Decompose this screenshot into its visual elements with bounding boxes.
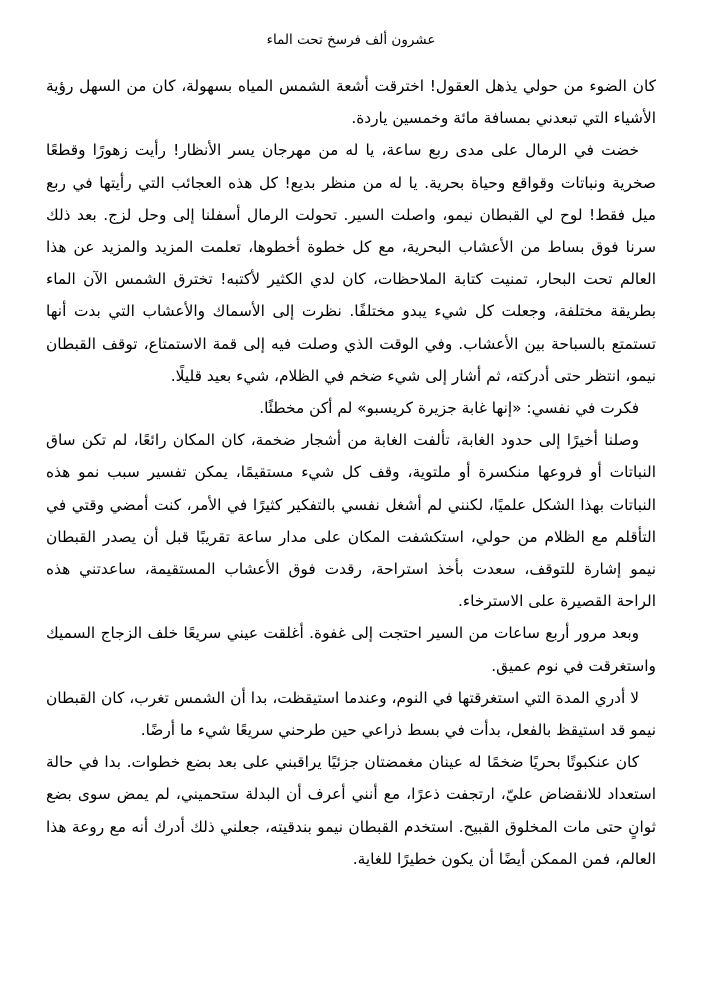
paragraph-5: وبعد مرور أربع ساعات من السير احتجت إلى غفوة. أغلقت عيني سريعًا خلف الزجاج السميك واستغرقت في نوم عميق. bbox=[46, 624, 656, 675]
paragraph-3: فكرت في نفسي: «إنها غابة جزيرة كريسبو» لم أكن مخطئًا. bbox=[259, 399, 640, 418]
body-text bbox=[46, 70, 656, 875]
running-header-title: عشرون ألف فرسخ تحت الماء bbox=[266, 32, 436, 48]
paragraph-7: كان عنكبوتًا بحريًا ضخمًا له عينان مغمضتان جزئيًا يراقبني على بعد بضع خطوات. بدا في حالة استعداد للانقضاض عليّ، ارتجفت ذعرًا، مع أنني أعرف أن البدلة ستحميني، لم يمض سوى بضع ثوانٍ حتى مات المخلوق القبيح. استخدم القبطان نيمو بندقيته، جعلني ذلك أدرك أنه مع روعة هذا العالم، فمن الممكن أيضًا أن يكون خطيرًا للغاية. bbox=[46, 753, 656, 868]
paragraph-6: لا أدري المدة التي استغرقتها في النوم، وعندما استيقظت، بدا أن الشمس تغرب، كان القبطان نيمو قد استيقظ بالفعل، بدأت في بسط ذراعي حين طرحني سريعًا شيء ما أرضًا. bbox=[46, 688, 656, 740]
paragraph-1: كان الضوء من حولي يذهل العقول! اخترقت أشعة الشمس المياه بسهولة، كان من السهل رؤية الأشياء التي تبعدني بمسافة مائة وخمسين ياردة. bbox=[46, 77, 656, 128]
paragraph-2: خضت في الرمال على مدى ربع ساعة، يا له من مهرجان يسر الأنظار! رأيت زهورًا وقطعًا صخرية ونباتات وقواقع وحياة بحرية. يا له من منظر بديع! كل هذه العجائب التي رأيتها في ربع ميل فقط! لوح لي القبطان نيمو، واصلت السير. تحولت الرمال أسفلنا إلى وحل لزج. بعد ذلك سرنا فوق بساط من الأعشاب البحرية، مع كل خطوة أخطوها، تعلمت المزيد والمزيد عن هذا العالم تحت البحار، تمنيت كتابة الملاحظات، كان لدي الكثير لأكتبه! تخترق الشمس الآن الماء بطريقة مختلفة، وجعلت كل شيء يبدو مختلفًا. نظرت إلى الأسماك والأعشاب التي بدت أنها تستمتع بالسباحة بين الأعشاب. وفي الوقت الذي وصلت فيه إلى قمة الاستمتاع، توقف القبطان نيمو، انتظر حتى أدركته، ثم أشار إلى شيء ضخم في الظلام، شيء بعيد قليلًا. bbox=[46, 141, 656, 385]
paragraph-4: وصلنا أخيرًا إلى حدود الغابة، تألفت الغابة من أشجار ضخمة، كان المكان رائعًا، لم تكن ساق النباتات أو فروعها منكسرة أو ملتوية، وقف كل شيء مستقيمًا، يمكن تفسير سبب نمو هذه النباتات بهذا الشكل علميًا، لكنني لم أشغل نفسي بالتفكير كثيرًا في الأمر، كنت أمضي وقتي في التأقلم مع الظلام من حولي، استكشفت المكان على مدار ساعة تقريبًا قبل أن يصدر القبطان نيمو إشارة للتوقف، سعدت بأخذ استراحة، رقدت فوق الأعشاب المستقيمة، ساعدتني هذه الراحة القصيرة على الاسترخاء. bbox=[46, 431, 656, 611]
